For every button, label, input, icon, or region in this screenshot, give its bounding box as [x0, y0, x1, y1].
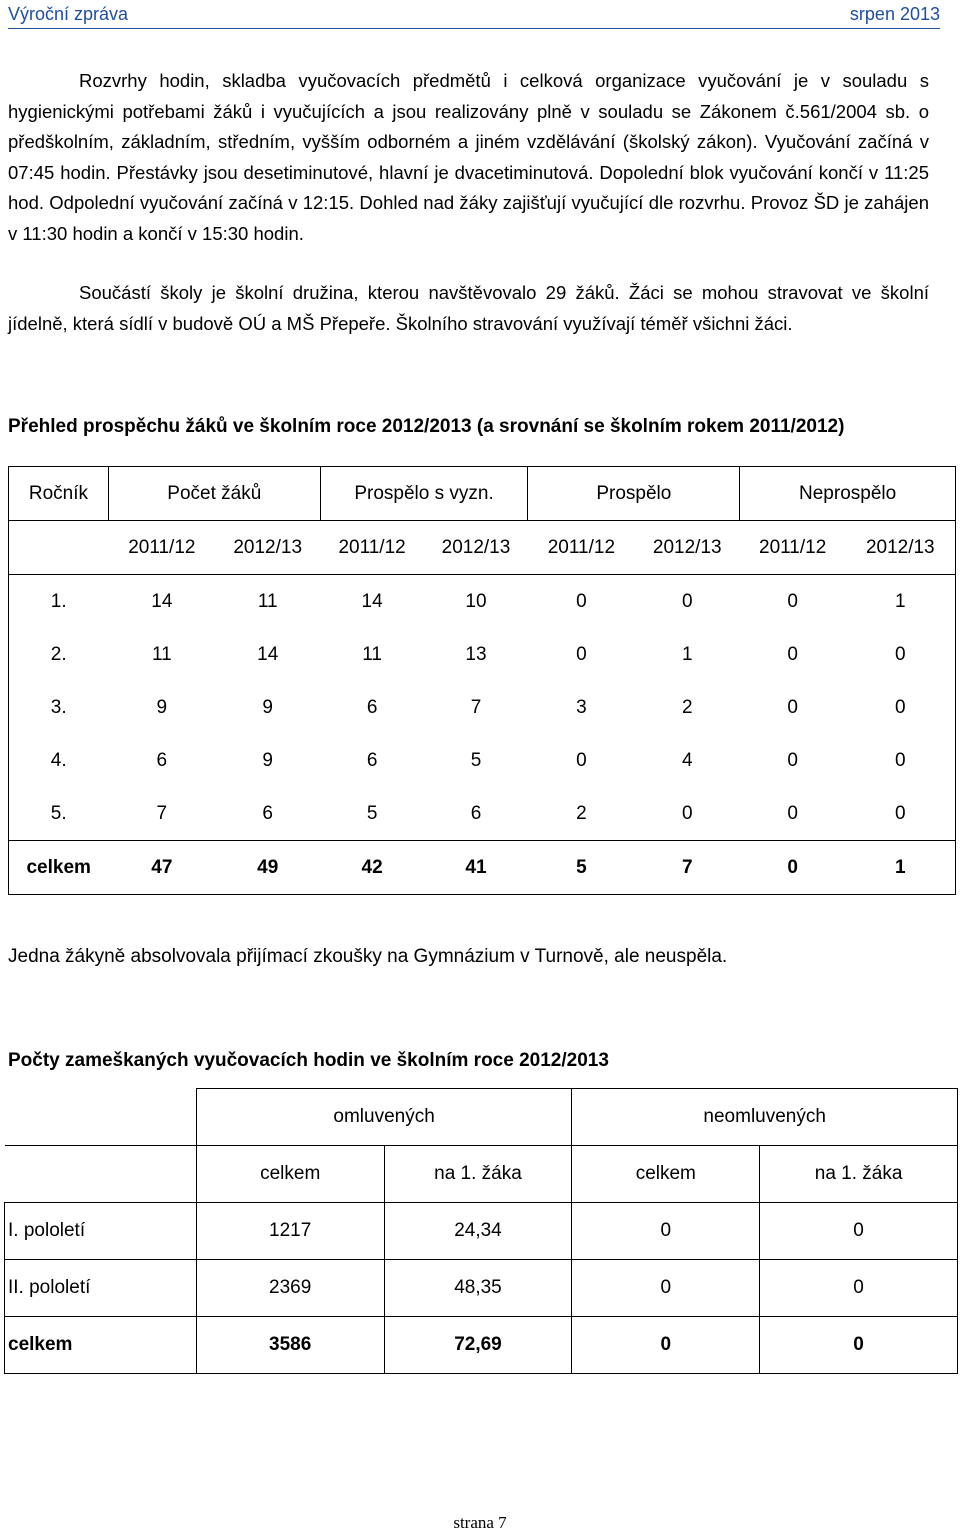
value-cell: 7	[156, 802, 168, 824]
row-label-cell: II. pololetí	[5, 1260, 197, 1317]
results-row	[9, 681, 956, 734]
total-cell: 41	[424, 841, 528, 895]
year-cell: 2011/12	[108, 521, 215, 575]
value-cell: 11	[362, 643, 382, 665]
subheader-cell: na 1. žáka	[760, 1146, 958, 1203]
total-cell: 0	[760, 1317, 958, 1374]
empty-cell	[5, 1146, 197, 1203]
value-cell: 0	[572, 1203, 760, 1260]
absences-group-row	[5, 1089, 958, 1146]
results-row	[9, 787, 956, 841]
value-cell: 14	[108, 575, 215, 629]
total-cell: 0	[572, 1317, 760, 1374]
value-cell: 0	[740, 575, 846, 629]
value-cell: 0	[760, 1203, 958, 1260]
value-cell: 6	[366, 696, 378, 718]
grade-cell: 1.	[9, 575, 109, 629]
value-cell: 24,34	[384, 1203, 572, 1260]
total-cell: 0	[740, 841, 846, 895]
year-cell: 2012/13	[424, 521, 528, 575]
header-cell: Prospělo s vyzn.	[320, 467, 528, 521]
results-total-row	[9, 841, 956, 895]
results-table	[8, 466, 956, 895]
absences-row	[5, 1260, 958, 1317]
table2-title: Počty zameškaných vyučovacích hodin ve školním roce 2012/2013	[8, 1050, 609, 1071]
year-cell: 2011/12	[320, 521, 424, 575]
value-cell: 5	[470, 749, 482, 771]
value-cell: 0	[787, 802, 798, 824]
absences-table	[4, 1088, 958, 1374]
page-number: strana 7	[453, 1513, 507, 1532]
paragraph-schedule-text: Rozvrhy hodin, skladba vyučovacích předmětů i celková organizace vyučování je v souladu s hygienickými potřebami žáků i vyučujících a jsou realizovány plně v souladu se Zákonem č.561/2004 sb. o předškolním, základním, středním, vyšším odborném a jiném vzdělávání (školský zákon). Vyučování začíná v 07:45 hodin. Přestávky jsou desetiminutové, hlavní je dvacetiminutová. Dopolední blok vyučování končí v 11:25 hod. Odpolední vyučování začíná v 12:15. Dohled nad žáky zajišťují vyučující dle rozvrhu. Provoz ŠD je zahájen v 11:30 hodin a končí v 15:30 hodin.	[8, 70, 929, 244]
value-cell: 48,35	[384, 1260, 572, 1317]
header-title: Výroční zpráva	[8, 3, 129, 24]
year-cell: 2012/13	[215, 521, 320, 575]
value-cell: 0	[787, 696, 798, 718]
value-cell: 11	[151, 643, 172, 665]
value-cell: 0	[576, 643, 587, 665]
header-cell: Počet žáků	[108, 467, 320, 521]
grade-cell: 3.	[9, 681, 109, 734]
value-cell: 7	[470, 696, 482, 718]
header-date: srpen 2013	[849, 3, 940, 24]
value-cell: 0	[572, 1260, 760, 1317]
value-cell: 9	[156, 696, 168, 718]
table1-title: Přehled prospěchu žáků ve školním roce 2012/2013 (a srovnání se školním rokem 2011/2012)	[8, 416, 845, 437]
subheader-cell: celkem	[572, 1146, 760, 1203]
year-cell: 2012/13	[846, 521, 956, 575]
paragraph-schedule	[8, 66, 929, 249]
value-cell: 4	[681, 749, 693, 771]
value-cell: 5	[366, 802, 378, 824]
empty-cell	[5, 1089, 197, 1146]
value-cell: 0	[846, 787, 956, 841]
value-cell: 0	[635, 575, 740, 629]
value-cell: 6	[262, 802, 273, 824]
total-cell: 3586	[196, 1317, 384, 1374]
value-cell: 14	[320, 575, 424, 629]
grade-cell: 5.	[9, 787, 109, 841]
absences-row	[5, 1203, 958, 1260]
results-years-row	[9, 521, 956, 575]
results-header-row	[9, 467, 956, 521]
value-cell: 6	[366, 749, 378, 771]
header-cell: Ročník	[9, 467, 109, 521]
grade-cell: 4.	[9, 734, 109, 787]
absences-subheader-row	[5, 1146, 958, 1203]
results-row	[9, 734, 956, 787]
value-cell: 9	[262, 749, 273, 771]
value-cell: 1	[681, 643, 693, 665]
header-cell: Prospělo	[528, 467, 740, 521]
value-cell: 13	[465, 643, 487, 665]
year-cell: 2011/12	[528, 521, 635, 575]
total-cell: 72,69	[384, 1317, 572, 1374]
value-cell: 0	[787, 643, 798, 665]
value-cell: 9	[262, 696, 273, 718]
group-header-cell: omluvených	[196, 1089, 572, 1146]
admission-note: Jedna žákyně absolvovala přijímací zkoušky na Gymnázium v Turnově, ale neuspěla.	[8, 946, 728, 967]
absences-total-row	[5, 1317, 958, 1374]
value-cell: 2	[576, 802, 587, 824]
value-cell: 3	[576, 696, 587, 718]
value-cell: 6	[156, 749, 168, 771]
value-cell: 0	[528, 575, 635, 629]
results-row	[9, 628, 956, 681]
value-cell: 0	[846, 628, 956, 681]
year-cell: 2012/13	[635, 521, 740, 575]
paragraph-after-school-text: Součástí školy je školní družina, kterou navštěvovalo 29 žáků. Žáci se mohou stravovat ve školní jídelně, která sídlí v budově OÚ a MŠ Přepeře. Školního stravování využívají téměř všichni žáci.	[8, 282, 929, 334]
value-cell: 0	[760, 1260, 958, 1317]
total-cell: celkem	[9, 841, 109, 895]
value-cell: 11	[215, 575, 320, 629]
value-cell: 2	[681, 696, 693, 718]
value-cell: 10	[424, 575, 528, 629]
total-cell: 47	[108, 841, 215, 895]
year-cell: 2011/12	[740, 521, 846, 575]
row-label-cell: I. pololetí	[5, 1203, 197, 1260]
empty-cell	[9, 521, 109, 575]
grade-cell: 2.	[9, 628, 109, 681]
value-cell: 0	[846, 734, 956, 787]
total-cell: 42	[320, 841, 424, 895]
value-cell: 14	[257, 643, 279, 665]
value-cell: 0	[787, 749, 798, 771]
value-cell: 6	[470, 802, 482, 824]
paragraph-after-school	[8, 278, 929, 339]
value-cell: 0	[681, 802, 693, 824]
total-cell: 1	[846, 841, 956, 895]
results-row	[9, 575, 956, 629]
value-cell: 2369	[196, 1260, 384, 1317]
total-label-cell: celkem	[5, 1317, 197, 1374]
value-cell: 0	[576, 749, 587, 771]
header-cell: Neprospělo	[740, 467, 956, 521]
group-header-cell: neomluvených	[572, 1089, 958, 1146]
page-header	[8, 0, 940, 29]
total-cell: 49	[215, 841, 320, 895]
value-cell: 0	[846, 681, 956, 734]
total-cell: 7	[635, 841, 740, 895]
subheader-cell: celkem	[196, 1146, 384, 1203]
value-cell: 1217	[196, 1203, 384, 1260]
subheader-cell: na 1. žáka	[384, 1146, 572, 1203]
value-cell: 1	[846, 575, 956, 629]
total-cell: 5	[528, 841, 635, 895]
